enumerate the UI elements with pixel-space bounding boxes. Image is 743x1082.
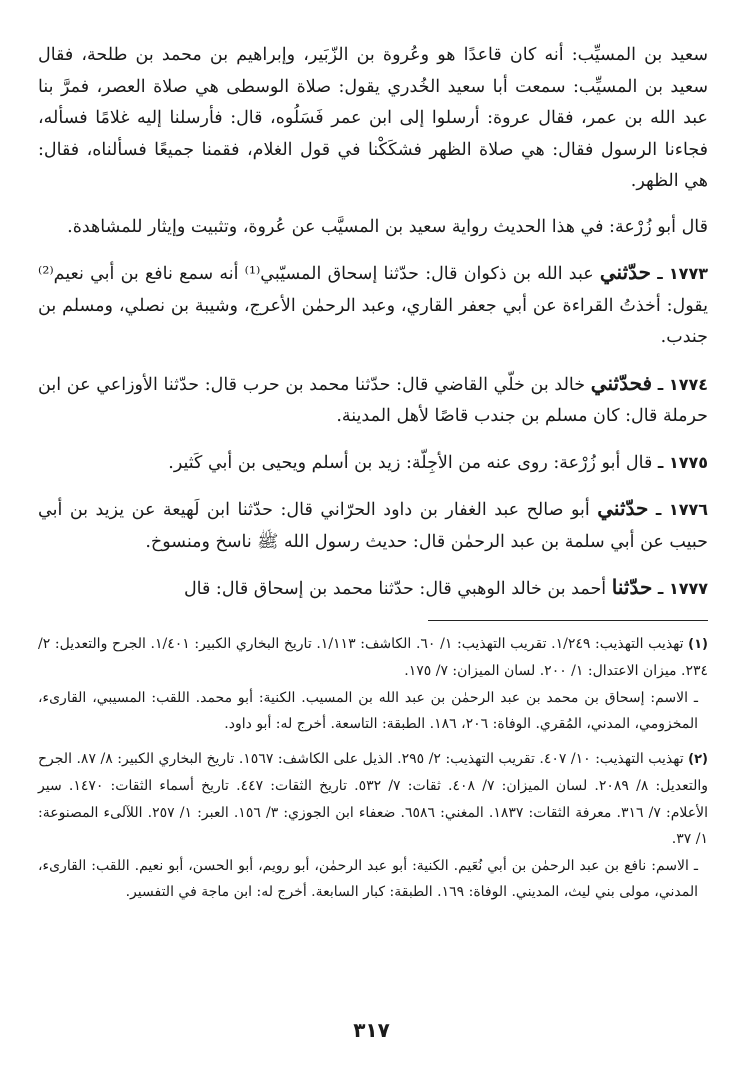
paragraph-continuation: سعيد بن المسيِّب: أنه كان قاعدًا هو وعُروة بن الزّبَير، وإبراهيم بن محمد بن طلحة، فقال سعيد بن المسيِّب: سمعت أبا سعيد الخُدري يقول: صلاة الوسطى هي صلاة العصر، فمرَّ بنا عبد الله بن عمر، فقال عروة: أرسلوا إلى ابن عمر فَسَلُوه، قال: فأرسلنا إليه غلامًا فسأله، فجاءنا الرسول فقال: هي صلاة الظهر فشكَكْنا في قول الغلام، فقمنا جميعًا فسألناه، فقال: هي الظهر.	[38, 45, 708, 191]
footnote-divider	[428, 620, 708, 621]
footnote-sources	[38, 631, 708, 685]
entry-number: ١٧٧٦ ـ	[655, 500, 708, 519]
footnote-text: تهذيب التهذيب: ١٠/ ٤٠٧. تقريب التهذيب: ٢/ ٢٩٥. الذيل على الكاشف: ١٥٦٧. تاريخ البخاري الكبير: ٨/ ٨٧. الجرح والتعديل: ٨/ ٢٠٨٩. لسان الميزان: ٧/ ٤٠٨. ثقات: ٧/ ٥٣٢. تاريخ الثقات: ٤٤٧. تاريخ أسماء الثقات: ١٤٧٠. سير الأعلام: ٧/ ٣١٦. معرفة الثقات: ١٨٣٧. المغني: ٦٥٨٦. ضعفاء ابن الجوزي: ٣/ ١٥٦. العبر: ١/ ٢٥٧. اللآلىء المصنوعة: ١/ ٣٧.	[38, 750, 708, 847]
book-page	[38, 40, 708, 914]
footnote-2	[38, 746, 708, 906]
hadith-entry-1776	[38, 493, 708, 558]
hadith-entry-1777	[38, 572, 708, 606]
narration-lead: فحدّثني	[590, 370, 653, 395]
hadith-entry-1773	[38, 257, 708, 354]
page-number: ٣١٧	[353, 1018, 390, 1042]
footnote-bio: ـ الاسم: إسحاق بن محمد بن عبد الرحمٰن بن عبد الله بن المسيب. الكنية: أبو محمد. اللقب: المسيبي، القارىء، المخزومي، المدني، المُقري. الوفاة: ٢٠٦، ١٨٦. الطبقة: التاسعة. أخرج له: أبو داود.	[38, 689, 698, 732]
hadith-entry-1775	[38, 447, 708, 480]
footnotes	[38, 631, 708, 906]
narration-lead: حدّثني	[599, 260, 652, 284]
entry-number: ١٧٧٤ ـ	[657, 374, 708, 394]
entry-text: أحمد بن خالد الوهبي قال: حدّثنا محمد بن إسحاق قال: قال	[183, 579, 607, 599]
main-text	[38, 40, 708, 606]
entry-number: ١٧٧٣ ـ	[657, 264, 708, 283]
footnote-text: تهذيب التهذيب: ١/٢٤٩. تقريب التهذيب: ١/ ٦٠. الكاشف: ١/١١٣. تاريخ البخاري الكبير: ١/٤٠١. الجرح والتعديل: ٢/ ٢٣٤. ميزان الاعتدال: ١/ ٢٠٠. لسان الميزان: ٧/ ١٧٥.	[38, 635, 708, 679]
footnote-sources	[38, 746, 708, 853]
paragraph-abu-zura-comment: قال أبو زُرْعة: في هذا الحديث رواية سعيد بن المسيَّب عن عُروة، وتثبيت وإيثار للمشاهدة.	[67, 216, 708, 237]
entry-text: خالد بن خلّي القاضي قال: حدّثنا محمد بن حرب قال: حدّثنا الأوزاعي عن ابن حرملة قال: كان مسلم بن جندب قاصًا لأهل المدينة.	[38, 374, 708, 426]
entry-text: قال أبو زُرْعة: روى عنه من الأجِلّة: زيد بن أسلم ويحيى بن أبي كَثير.	[168, 452, 653, 473]
footnote-1	[38, 631, 708, 738]
footnote-number: (١)	[688, 636, 708, 652]
footnote-number: (٢)	[688, 751, 708, 767]
narration-lead: حدّثني	[597, 496, 649, 520]
hadith-entry-1774	[38, 368, 708, 433]
entry-number: ١٧٧٧ ـ	[657, 579, 708, 598]
entry-text: عبد الله بن ذكوان قال: حدّثنا إسحاق المسيّبي⁽¹⁾ أنه سمع نافع بن أبي نعيم⁽²⁾ يقول: أخذتُ القراءة عن أبي جعفر القاري، وعبد الرحمٰن الأعرج، وشيبة بن نصلي، ومسلم بن جندب.	[38, 264, 708, 347]
footnote-bio: ـ الاسم: نافع بن عبد الرحمٰن بن أبي نُعَيم. الكنية: أبو عبد الرحمٰن، أبو رويم، أبو الحسن، أبو نعيم. اللقب: القارىء، المدني، مولى بني ليث، المديني. الوفاة: ١٦٩. الطبقة: كبار السابعة. أخرج له: ابن ماجة في التفسير.	[38, 857, 698, 900]
narration-lead: حدّثنا	[611, 575, 653, 599]
entry-text: أبو صالح عبد الغفار بن داود الحرّاني قال: حدّثنا ابن لَهيعة عن يزيد بن أبي حبيب عن أبي سلمة بن عبد الرحمٰن قال: حديث رسول الله ﷺ ناسخ ومنسوخ.	[38, 500, 708, 552]
entry-number: ١٧٧٥ ـ	[657, 452, 708, 472]
